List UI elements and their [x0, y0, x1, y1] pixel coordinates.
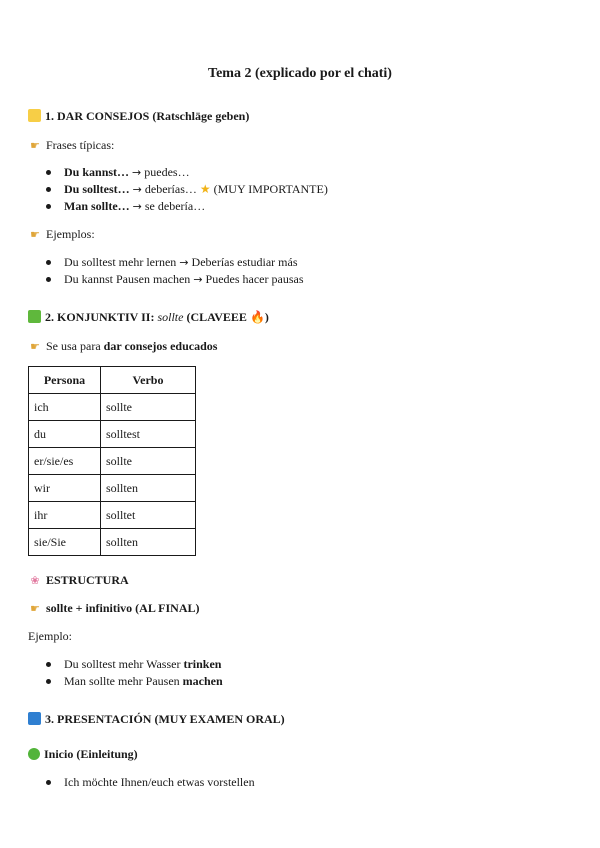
example-text: Du solltest mehr Wasser [64, 657, 181, 671]
phrase-key: Du solltest… [64, 182, 130, 196]
example-text: Man sollte mehr Pausen [64, 674, 180, 688]
green-square-icon [28, 310, 41, 323]
brain-icon: ❀ [30, 574, 40, 587]
arrow: → [132, 183, 142, 196]
section-2-heading-close: ) [264, 310, 269, 324]
phrase-translation: deberías… [144, 182, 197, 196]
cell-persona: er/sie/es [29, 448, 101, 475]
section-1-heading [28, 108, 249, 124]
example-label: Ejemplo: [28, 629, 72, 643]
section-2-heading-suffix: (CLAVEEE [186, 310, 247, 324]
list-item [46, 656, 221, 672]
structure-heading [28, 572, 129, 589]
arrow: → [132, 200, 142, 213]
example-german: Du kannst Pausen machen [64, 272, 191, 286]
column-header-persona: Persona [29, 367, 101, 394]
pointer-icon: ☛ [30, 139, 40, 152]
phrase-note: (MUY IMPORTANTE) [213, 182, 328, 196]
pointer-icon: ☛ [30, 602, 40, 615]
phrase-key: Du kannst… [64, 165, 130, 179]
green-circle-icon [28, 748, 40, 760]
cell-verbo: sollte [101, 448, 196, 475]
examples-label-text: Ejemplos: [46, 227, 95, 241]
example-spanish: Puedes hacer pausas [205, 272, 304, 286]
yellow-square-icon [28, 109, 41, 122]
start-heading-text: Inicio (Einleitung) [44, 747, 138, 761]
section-1-heading-text: 1. DAR CONSEJOS (Ratschläge geben) [45, 109, 250, 123]
cell-persona: sie/Sie [29, 529, 101, 556]
list-item [46, 271, 304, 288]
table-row [29, 475, 196, 502]
intro-text: Se usa para [46, 339, 101, 353]
cell-verbo: sollten [101, 529, 196, 556]
example-spanish: Deberías estudiar más [191, 255, 298, 269]
cell-verbo: sollten [101, 475, 196, 502]
list-item [46, 673, 223, 689]
star-icon: ★ [199, 182, 211, 196]
phrases-label [28, 137, 114, 154]
table-row [29, 502, 196, 529]
cell-persona: wir [29, 475, 101, 502]
page-title: Tema 2 (explicado por el chati) [208, 66, 392, 81]
list-item [46, 774, 255, 790]
konjunktiv-intro [28, 338, 217, 355]
section-2-heading-italic: sollte [157, 310, 184, 324]
example-verb: machen [182, 674, 223, 688]
column-header-verbo: Verbo [101, 367, 196, 394]
intro-bold: dar consejos educados [103, 339, 218, 353]
section-2-heading-text: 2. KONJUNKTIV II: [45, 310, 155, 324]
list-item [46, 164, 190, 181]
structure-rule-text: sollte + infinitivo (AL FINAL) [46, 601, 200, 615]
cell-verbo: sollte [101, 394, 196, 421]
pointer-icon: ☛ [30, 340, 40, 353]
section-3-heading-text: 3. PRESENTACIÓN (MUY EXAMEN ORAL) [45, 712, 285, 726]
section-3-heading [28, 711, 285, 727]
pointer-icon: ☛ [30, 228, 40, 241]
cell-persona: ich [29, 394, 101, 421]
cell-persona: du [29, 421, 101, 448]
table-header-row [29, 367, 196, 394]
example-verb: trinken [183, 657, 222, 671]
blue-square-icon [28, 712, 41, 725]
cell-verbo: solltest [101, 421, 196, 448]
phrase-translation: puedes… [144, 165, 190, 179]
list-item [46, 198, 205, 215]
table-row [29, 529, 196, 556]
arrow: → [179, 256, 189, 269]
list-item [46, 254, 298, 271]
structure-rule [28, 600, 200, 617]
phrase-key: Man sollte… [64, 199, 130, 213]
list-item [46, 181, 328, 198]
fire-icon: 🔥 [249, 310, 265, 324]
structure-heading-text: ESTRUCTURA [46, 573, 129, 587]
table-row [29, 448, 196, 475]
conjugation-table [28, 366, 196, 556]
phrases-label-text: Frases típicas: [46, 138, 115, 152]
phrase-translation: se debería… [144, 199, 206, 213]
section-2-heading [28, 309, 269, 325]
start-heading [28, 746, 138, 762]
cell-verbo: solltet [101, 502, 196, 529]
arrow: → [132, 166, 142, 179]
cell-persona: ihr [29, 502, 101, 529]
arrow: → [193, 273, 203, 286]
presentation-phrase: Ich möchte Ihnen/euch etwas vorstellen [64, 775, 255, 789]
table-row [29, 394, 196, 421]
examples-label [28, 226, 95, 243]
example-german: Du solltest mehr lernen [64, 255, 177, 269]
table-row [29, 421, 196, 448]
